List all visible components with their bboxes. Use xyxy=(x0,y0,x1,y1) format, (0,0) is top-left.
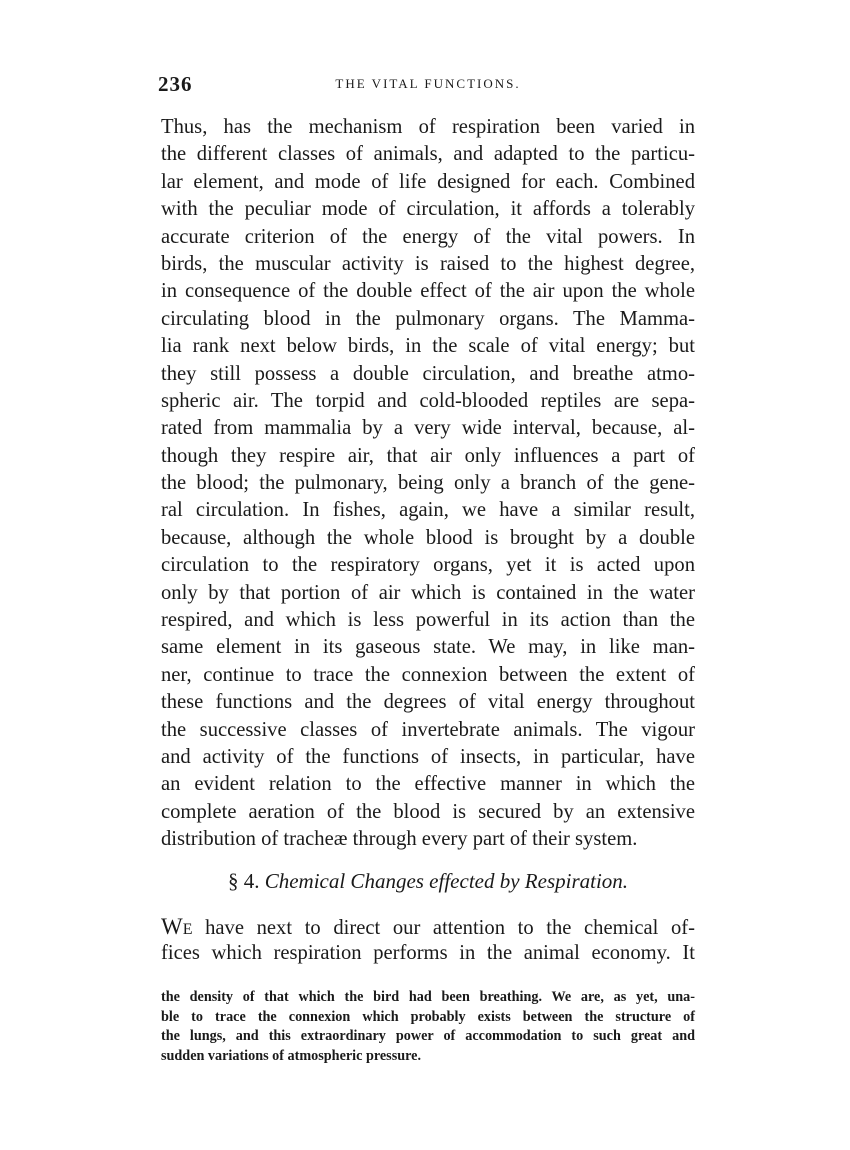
section-number: § 4. xyxy=(227,869,260,893)
text-line: ral circulation. In fishes, again, we have a similar result, xyxy=(161,499,695,522)
text-line: fices which respiration performs in the animal economy. It xyxy=(161,942,695,965)
text-line: these functions and the degrees of vital energy throughout xyxy=(161,691,695,714)
text-line: birds, the muscular activity is raised to the highest degree, xyxy=(161,252,695,275)
text-line: the different classes of animals, and adapted to the particu- xyxy=(161,143,695,166)
text-line: complete aeration of the blood is secured by an extensive xyxy=(161,800,695,823)
text-line: though they respire air, that air only influences a part of xyxy=(161,444,695,467)
body-paragraph xyxy=(161,114,695,854)
text-line: the density of that which the bird had been breathing. We are, as yet, una- xyxy=(161,989,695,1005)
section-heading xyxy=(161,869,695,894)
text-line: lia rank next below birds, in the scale of vital energy; but xyxy=(161,335,695,358)
text-line: respired, and which is less powerful in its action than the xyxy=(161,609,695,632)
text-line: circulating blood in the pulmonary organs. The Mamma- xyxy=(161,307,695,330)
text-line: spheric air. The torpid and cold-blooded reptiles are sepa- xyxy=(161,389,695,412)
text-line: the successive classes of invertebrate animals. The vigour xyxy=(161,718,695,741)
text-line: distribution of tracheæ through every part of their system. xyxy=(161,828,638,851)
initial-letter: W xyxy=(161,914,183,939)
text-line: circulation to the respiratory organs, yet it is acted upon xyxy=(161,554,695,577)
text-line: because, although the whole blood is brought by a double xyxy=(161,526,695,549)
text-line: an evident relation to the effective manner in which the xyxy=(161,773,695,796)
text-line: in consequence of the double effect of the air upon the whole xyxy=(161,280,695,303)
text-line: same element in its gaseous state. We may, in like man- xyxy=(161,636,695,659)
line-remainder: have next to direct our attention to the chemical of- xyxy=(192,917,695,939)
text-line: ner, continue to trace the connexion between the extent of xyxy=(161,663,695,686)
text-line: and activity of the functions of insects, in particular, have xyxy=(161,745,695,768)
text-line: ble to trace the connexion which probably exists between the structure of xyxy=(161,1008,695,1025)
text-line: only by that portion of air which is contained in the water xyxy=(161,581,695,604)
section-paragraph xyxy=(161,913,695,968)
text-line: they still possess a double circulation, and breathe atmo- xyxy=(161,362,695,385)
text-line: the lungs, and this extraordinary power of accommodation to such great and xyxy=(161,1028,695,1045)
small-cap-letter: E xyxy=(182,921,193,938)
text-line: lar element, and mode of life designed for each. Combined xyxy=(161,170,695,193)
running-head xyxy=(158,72,698,100)
footnote xyxy=(161,988,695,1066)
text-line xyxy=(161,913,695,940)
section-title: Chemical Changes effected by Respiration. xyxy=(264,869,629,893)
text-line: sudden variations of atmospheric pressure. xyxy=(161,1047,421,1064)
text-line: the blood; the pulmonary, being only a branch of the gene- xyxy=(161,472,695,495)
text-line: accurate criterion of the energy of the vital powers. In xyxy=(161,225,695,248)
text-line: with the peculiar mode of circulation, it affords a tolerably xyxy=(161,198,695,221)
page-number: 236 xyxy=(158,72,193,96)
text-line: rated from mammalia by a very wide interval, because, al- xyxy=(161,417,695,440)
text-line: Thus, has the mechanism of respiration been varied in xyxy=(161,116,695,138)
running-title: THE VITAL FUNCTIONS. xyxy=(335,76,521,91)
